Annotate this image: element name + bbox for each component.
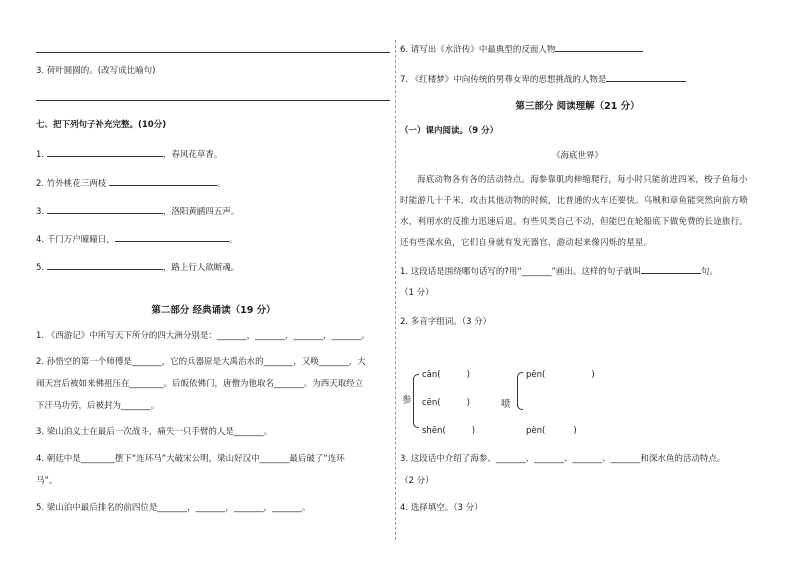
part-3-title: 第三部分 阅读理解（21 分） bbox=[515, 101, 640, 112]
reading-question-2: 2. 多音字组词。（3 分） bbox=[400, 317, 492, 327]
char-pen: 喷 bbox=[501, 399, 511, 410]
pinyin-shen: shēn( ) bbox=[422, 426, 476, 436]
fill-item-text: 。 bbox=[228, 235, 238, 245]
pinyin-blank[interactable] bbox=[441, 396, 467, 405]
fill-item-number: 2. 竹外桃花三两枝 bbox=[36, 179, 107, 189]
classic-question-2-line-3: 下汗马功劳，后被封为_______。 bbox=[36, 401, 160, 411]
fill-blank[interactable] bbox=[109, 176, 217, 186]
reading-question-1 bbox=[400, 264, 718, 277]
fill-item-number: 5. bbox=[36, 263, 45, 273]
classic-question-5: 5. 梁山泊中最后排名的前四位是_______，_______，_______，_______。 bbox=[36, 503, 311, 513]
reading-passage: 海底动物各有各的活动特点。海参靠肌肉伸缩爬行，每小时只能前进四米，梭子鱼每小时能游几十千米，攻击其他动物的时候，比普通的火车还要快。乌贼和章鱼能突然向前方喷水，利用水的反推力迅速后退。有些贝类自己不动，但能巴在轮船底下做免费的长途旅行。还有些深水鱼，它们自身就有发光器官，游动起来像闪烁的星星。 bbox=[400, 175, 749, 248]
bracket-pen bbox=[517, 372, 523, 410]
pinyin-blank[interactable] bbox=[446, 424, 472, 433]
right-column bbox=[400, 0, 755, 561]
reading-question-1-text: 1. 这段话是围绕哪句话写的?用“_______”画出。这样的句子就叫 bbox=[400, 267, 641, 277]
pinyin-blank[interactable] bbox=[441, 368, 467, 377]
fill-item-text: ，春风花草香。 bbox=[162, 150, 223, 160]
passage-title: 《海底世界》 bbox=[551, 151, 603, 161]
classic-question-3: 3. 梁山泊义士在最后一次战斗，痛失一只手臂的人是_______。 bbox=[36, 427, 273, 437]
pinyin-cen: cēn( ) bbox=[422, 398, 470, 408]
answer-blank[interactable] bbox=[641, 264, 701, 274]
question-3-rewrite: 3. 荷叶圆圆的。(改写成比喻句) bbox=[36, 66, 156, 76]
fill-item-number: 3. bbox=[36, 207, 45, 217]
fill-item-text: ，洛阳黄鹂四五声。 bbox=[162, 207, 240, 217]
pinyin-blank[interactable] bbox=[545, 424, 573, 433]
fill-blank[interactable] bbox=[47, 147, 163, 157]
fill-item-number: 4. 千门万户曈曈日， bbox=[36, 235, 115, 245]
answer-line bbox=[36, 52, 390, 53]
fill-blank[interactable] bbox=[47, 204, 163, 214]
fill-item-4 bbox=[36, 232, 237, 245]
answer-line bbox=[36, 100, 390, 101]
fill-item-1 bbox=[36, 147, 222, 160]
pinyin-blank[interactable] bbox=[545, 368, 591, 377]
classic-question-7 bbox=[400, 72, 686, 85]
char-shen: 参 bbox=[402, 395, 412, 406]
classic-question-4-line-1: 4. 朝廷中是________摆下“连环马”大破宋公明，梁山好汉中_______最后破了“连环 bbox=[36, 454, 345, 464]
reading-question-3: 3. 这段话中介绍了海参、_______、_______、_______、_______和深水鱼的活动特点。 bbox=[400, 454, 726, 464]
reading-question-4: 4. 选择填空。（3 分） bbox=[400, 503, 483, 513]
classic-question-6 bbox=[400, 42, 643, 55]
fill-item-text: 。 bbox=[217, 179, 226, 189]
classic-question-4-line-2: 马”。 bbox=[36, 476, 58, 486]
classic-question-2-line-2: 闹天宫后被如来佛祖压在________。后皈依佛门，唐僧为他取名_______。为西天取经立 bbox=[36, 379, 364, 389]
fill-item-3 bbox=[36, 204, 239, 217]
reading-question-1-end: 句。 bbox=[700, 267, 718, 277]
section-7-title: 七、把下列句子补充完整。(10分) bbox=[36, 120, 167, 130]
pinyin-pen-1: pēn( ) bbox=[526, 370, 595, 380]
fill-item-number: 1. bbox=[36, 150, 45, 160]
fill-item-5 bbox=[36, 260, 239, 273]
classic-question-2-line-1: 2. 孙悟空的第一个师傅是_______，它的兵器原是大禹治水的_______，又唤_______，大 bbox=[36, 357, 366, 367]
question-7-text: 7. 《红楼梦》中向传统的男尊女卑的思想挑战的人物是 bbox=[400, 75, 607, 85]
answer-blank[interactable] bbox=[606, 72, 686, 82]
sub-section-1-title: （一）课内阅读。（9 分） bbox=[400, 126, 499, 136]
question-6-text: 6. 请写出《水浒传》中最典型的反面人物 bbox=[400, 45, 556, 55]
column-divider bbox=[395, 40, 396, 540]
pinyin-pen-2: pèn( ) bbox=[526, 426, 577, 436]
fill-blank[interactable] bbox=[47, 260, 163, 270]
fill-blank[interactable] bbox=[115, 232, 229, 242]
classic-question-1: 1. 《西游记》中所写天下所分的四大洲分别是：_______，_______，_______，_______。 bbox=[36, 331, 370, 341]
left-column bbox=[36, 0, 391, 561]
fill-item-text: ，路上行人欲断魂。 bbox=[162, 263, 240, 273]
bracket-shen bbox=[413, 374, 419, 428]
pinyin-can: cān( ) bbox=[422, 370, 470, 380]
reading-question-3-score: （2 分） bbox=[400, 476, 434, 486]
reading-question-1-score: （1 分） bbox=[400, 288, 434, 298]
answer-blank[interactable] bbox=[555, 42, 643, 52]
fill-item-2 bbox=[36, 176, 226, 189]
part-2-title: 第二部分 经典诵读（19 分） bbox=[151, 305, 276, 316]
